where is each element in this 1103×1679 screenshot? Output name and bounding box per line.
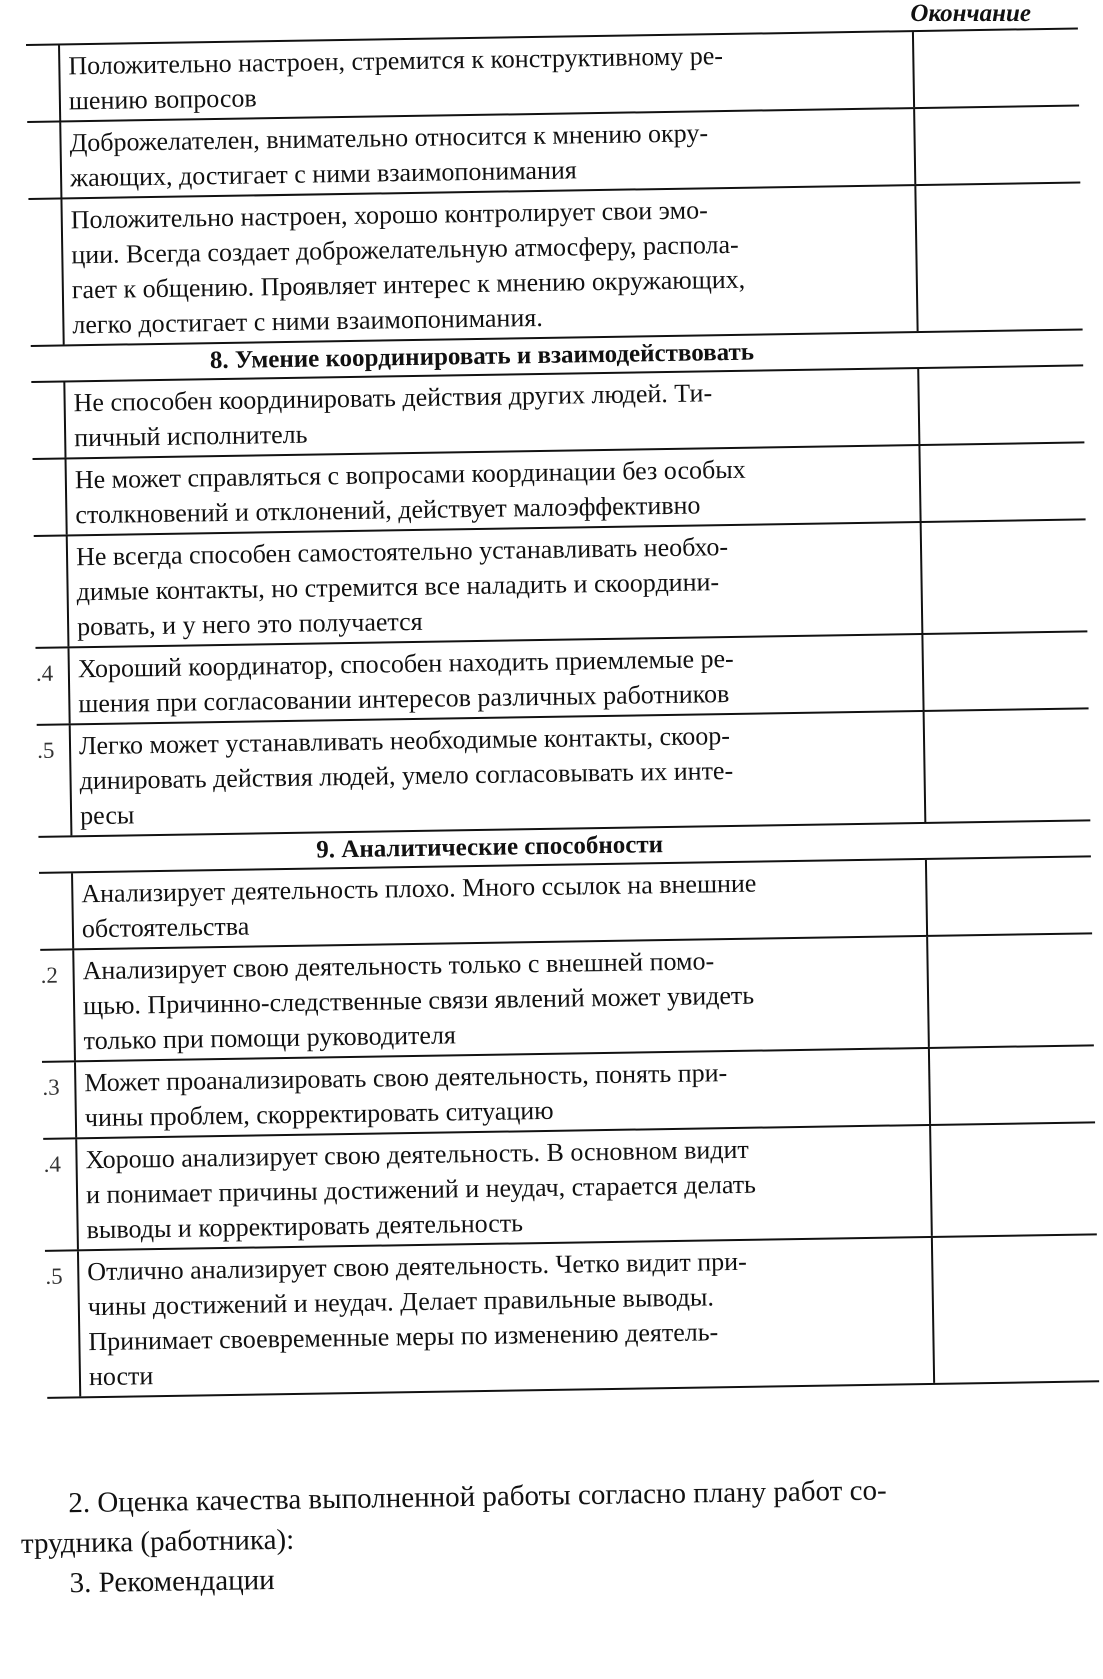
row-description: Анализирует свою деятельность только с внешней помо- щью. Причинно-следственные связи явлений может увидеть только при помощи руководителя [74, 937, 930, 1060]
score-cell [925, 709, 1091, 822]
table-group-top [26, 27, 1083, 344]
row-description: Не может справляться с вопросами координации без особых столкновений и отклонений, действует малоэффективно [67, 446, 922, 534]
row-number: .2 [40, 950, 76, 1061]
score-cell [923, 632, 1088, 710]
table-row [40, 932, 1094, 1061]
row-number: .3 [42, 1062, 77, 1138]
row-number [31, 382, 66, 458]
row-description: Легко может устанавливать необходимые контакты, скоор- динировать действия людей, умело согласовывать их инте- ресы [71, 712, 927, 835]
item-2-line-1: 2. Оценка качества выполненной работы согласно плану работ со- [68, 1474, 887, 1520]
section-8-title: 8. Умение координировать и взаимодействовать [31, 328, 1083, 381]
score-cell [915, 106, 1080, 184]
score-cell [914, 29, 1079, 107]
score-cell [916, 183, 1082, 331]
score-cell [928, 934, 1094, 1047]
table-row [43, 1121, 1097, 1250]
table-row [45, 1233, 1099, 1397]
row-description: Не способен координировать действия других людей. Ти- пичный исполнитель [65, 369, 920, 457]
row-number [33, 459, 68, 535]
row-number: .4 [43, 1139, 79, 1250]
row-number: .5 [37, 725, 73, 836]
item-3: 3. Рекомендации [69, 1564, 275, 1600]
table-group-section-9 [39, 855, 1099, 1396]
row-description: Доброжелателен, внимательно относится к мнению окру- жающих, достигает с ними взаимопонимания [61, 109, 916, 197]
score-cell [920, 443, 1085, 521]
section-9-title: 9. Аналитические способности [38, 819, 1090, 872]
row-number [28, 199, 64, 345]
row-number: .5 [45, 1251, 81, 1397]
score-cell [927, 857, 1092, 935]
table-group-section-8 [31, 364, 1090, 835]
score-cell [922, 520, 1088, 633]
row-number [26, 45, 61, 121]
after-table-text [20, 1467, 1092, 1604]
row-description: Положительно настроен, хорошо контролирует свои эмо- ции. Всегда создает доброжелательную атмосферу, распола- гает к общению. Проявляет интерес к мнению окружающих, легко достигает с ними взаимопонимания. [62, 186, 918, 344]
row-number [34, 536, 70, 647]
assessment-table [26, 27, 1099, 1398]
score-cell [930, 1046, 1095, 1124]
item-2-line-2: трудника (работника): [20, 1523, 295, 1560]
table-row [34, 518, 1088, 647]
row-description: Хороший координатор, способен находить приемлемые ре- шения при согласовании интересов различных работников [69, 635, 924, 723]
row-description: Может проанализировать свою деятельность, понять при- чины проблем, скорректировать ситуацию [76, 1049, 931, 1137]
row-description: Не всегда способен самостоятельно устанавливать необхо- димые контакты, но стремится все наладить и скоордини- ровать, и у него это получается [68, 523, 924, 646]
row-number: .4 [36, 648, 71, 724]
row-number [27, 122, 62, 198]
table-row [28, 181, 1082, 345]
row-description: Положительно настроен, стремится к конструктивному ре- шению вопросов [60, 32, 915, 120]
row-description: Анализирует деятельность плохо. Много ссылок на внешние обстоятельства [73, 860, 928, 948]
table-row [37, 707, 1091, 836]
row-description: Хорошо анализирует свою деятельность. В основном видит и понимает причины достижений и неудач, старается делать выводы и корректировать деятельность [77, 1126, 933, 1249]
continued-label: Окончание [910, 0, 1031, 27]
score-cell [919, 366, 1084, 444]
score-cell [931, 1123, 1097, 1236]
table-row [31, 364, 1084, 458]
row-description: Отлично анализирует свою деятельность. Четко видит при- чины достижений и неудач. Делает правильные выводы. Принимает своевременные меры по изменению деятель- ности [79, 1238, 935, 1396]
score-cell [933, 1235, 1099, 1383]
row-number [39, 873, 74, 949]
